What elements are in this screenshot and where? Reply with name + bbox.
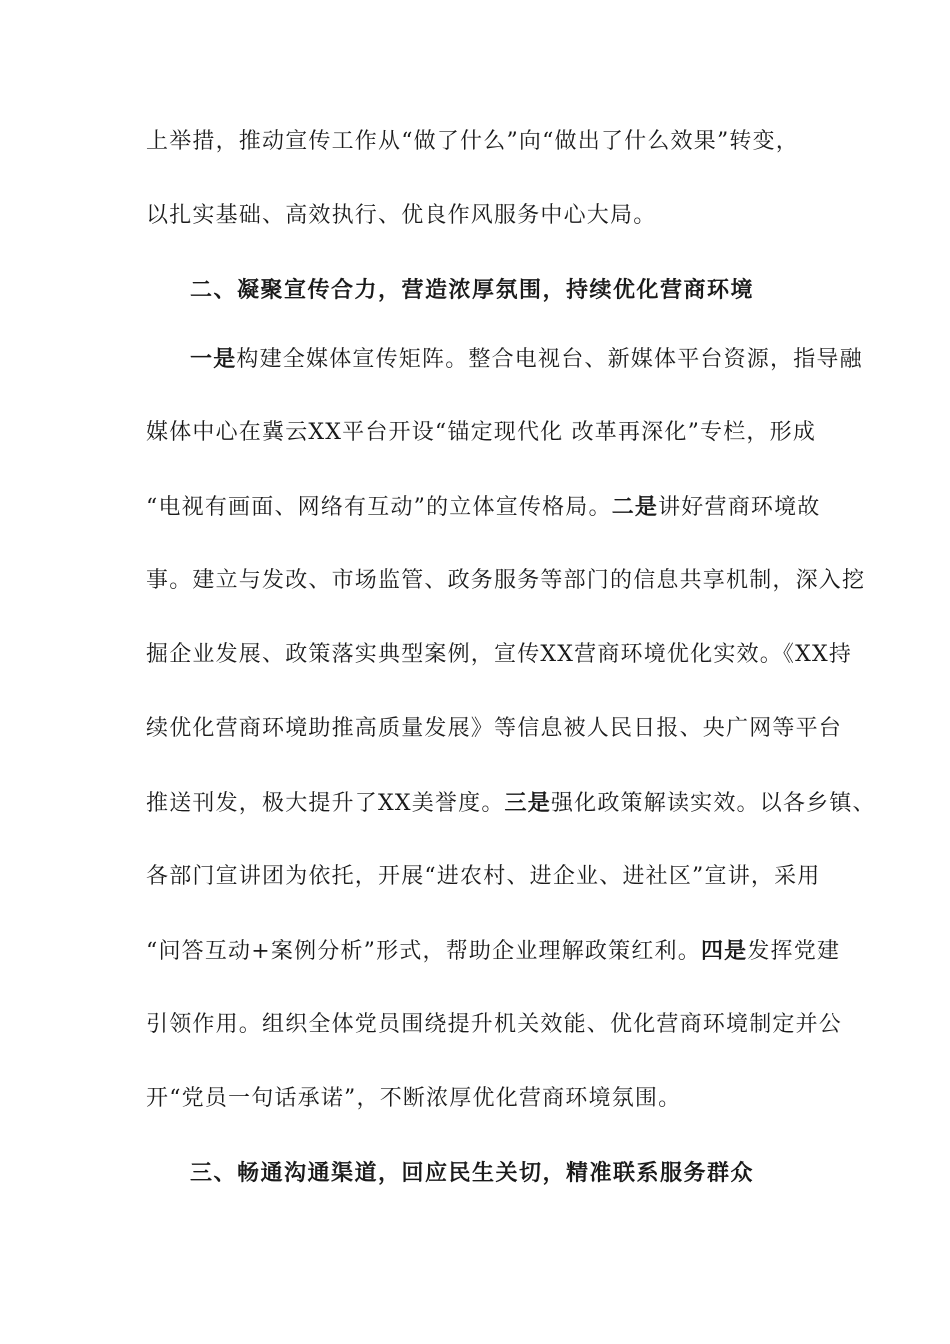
section-heading: 三、畅通沟通渠道，回应民生关切，精准联系服务群众 bbox=[190, 1160, 755, 1186]
paragraph-line: 续优化营商环境助推高质量发展》等信息被人民日报、央广网等平台 bbox=[146, 716, 843, 741]
paragraph-line: 以扎实基础、高效执行、优良作风服务中心大局。 bbox=[146, 203, 657, 228]
paragraph-line: 事。建立与发改、市场监管、政务服务等部门的信息共享机制，深入挖 bbox=[146, 568, 866, 593]
section-heading: 二、凝聚宣传合力，营造浓厚氛围，持续优化营商环境 bbox=[190, 277, 755, 303]
paragraph-line: 各部门宣讲团为依托，开展“进农村、进企业、进社区”宣讲，采用 bbox=[146, 864, 821, 889]
paragraph-line bbox=[146, 788, 876, 819]
text-segment: 发挥党建 bbox=[747, 939, 841, 964]
paragraph-line bbox=[146, 936, 841, 967]
text-segment: 强化政策解读实效。以各乡镇、 bbox=[550, 791, 876, 816]
text-segment: “问答互动+案例分析”形式，帮助企业理解政策红利。 bbox=[146, 939, 701, 964]
paragraph-line: 掘企业发展、政策落实典型案例，宣传XX营商环境优化实效。《XX持 bbox=[146, 642, 853, 667]
bold-marker: 一是 bbox=[190, 346, 237, 372]
paragraph-line: 上举措，推动宣传工作从“做了什么”向“做出了什么效果”转变， bbox=[146, 129, 799, 154]
text-segment: 构建全媒体宣传矩阵。整合电视台、新媒体平台资源，指导融 bbox=[236, 347, 863, 372]
text-segment: 推送刊发，极大提升了XX美誉度。 bbox=[146, 791, 505, 816]
bold-marker: 二是 bbox=[611, 494, 659, 520]
bold-marker: 四是 bbox=[700, 938, 748, 964]
paragraph-line: 开“党员一句话承诺”，不断浓厚优化营商环境氛围。 bbox=[146, 1086, 682, 1111]
paragraph-line: 媒体中心在冀云XX平台开设“锚定现代化 改革再深化”专栏，形成 bbox=[146, 420, 817, 445]
paragraph-line bbox=[146, 492, 826, 523]
paragraph-line: 引领作用。组织全体党员围绕提升机关效能、优化营商环境制定并公 bbox=[146, 1012, 843, 1037]
text-segment: 讲好营商环境故 bbox=[658, 495, 821, 520]
text-segment: “电视有画面、网络有互动”的立体宣传格局。 bbox=[146, 495, 612, 520]
bold-marker: 三是 bbox=[504, 790, 551, 816]
paragraph-line bbox=[190, 344, 870, 375]
